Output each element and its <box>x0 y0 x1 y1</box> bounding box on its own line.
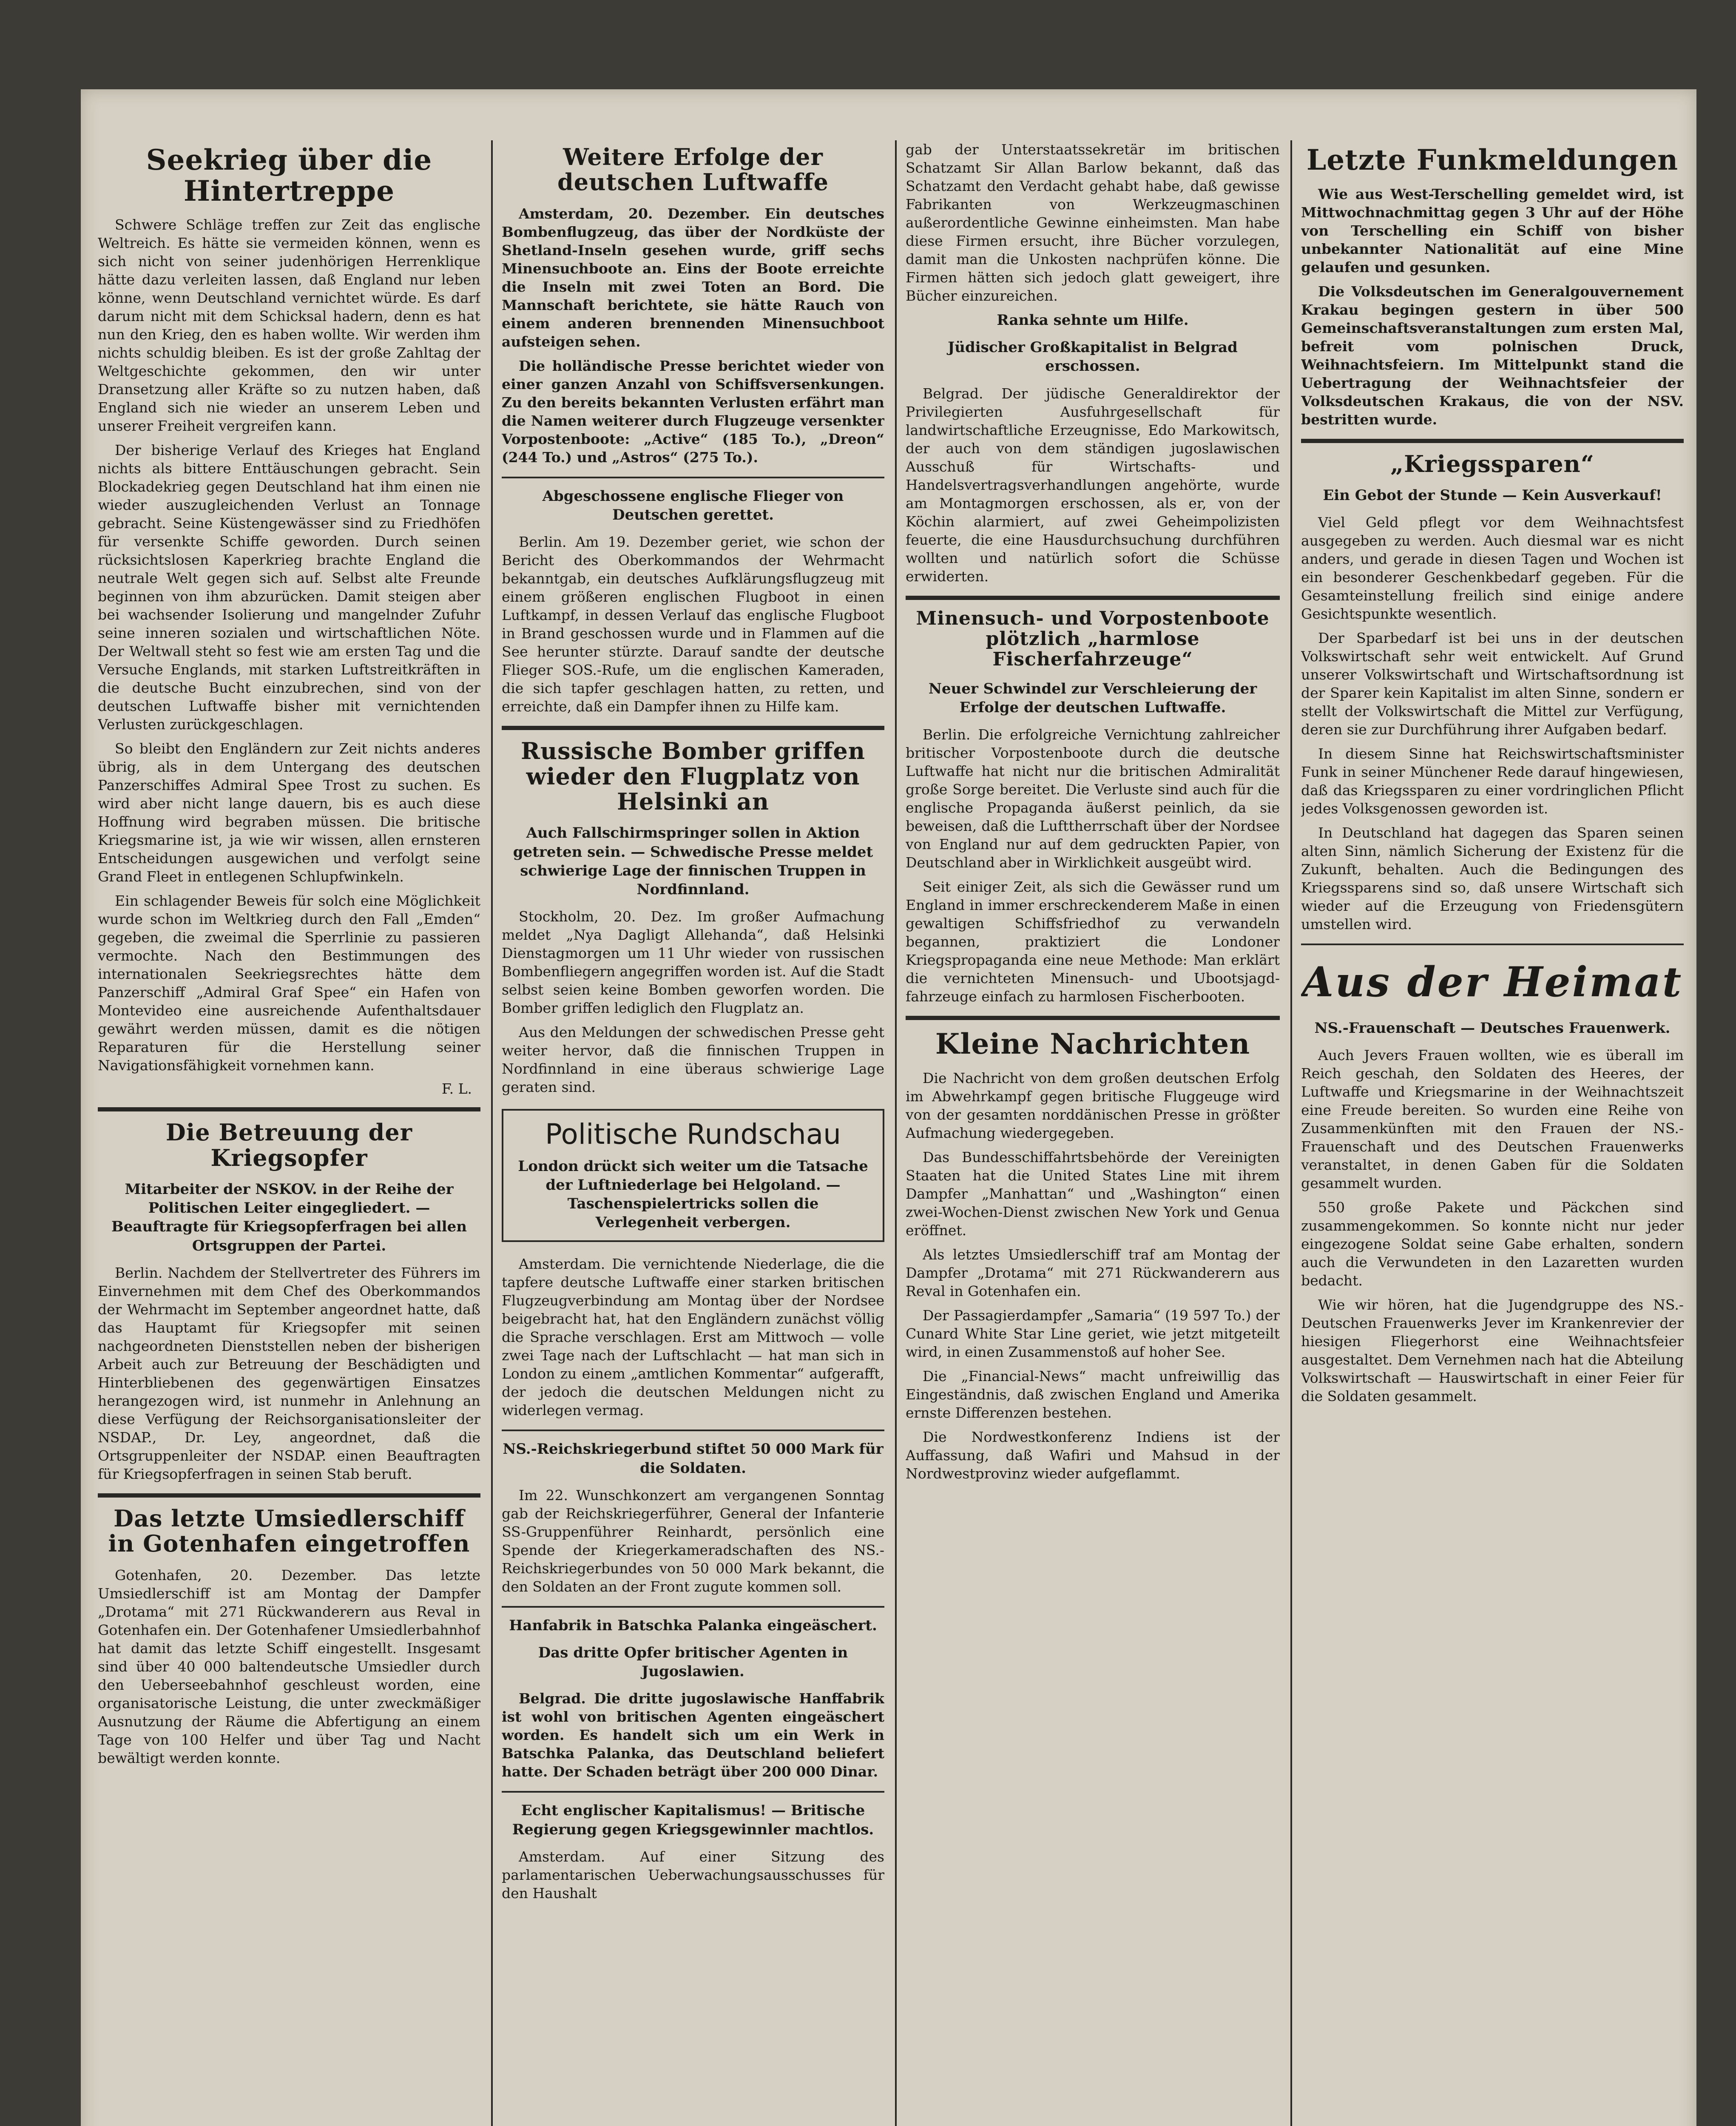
article-text: Amsterdam. Auf einer Sitzung des parlamentarischen Ueberwachungsausschusses für den Haushalt <box>502 1848 884 1901</box>
article-subheadline: NS.-Frauenschaft — Deutsches Frauenwerk. <box>1314 1020 1671 1037</box>
article-subheadline: Abgeschossene englische Flieger von Deutschen gerettet. <box>542 487 844 523</box>
article-text: Amsterdam. Die vernichtende Niederlage, die die tapfere deutsche Luftwaffe einer starken britischen Flugzeugverbindung am Montag über der Nordsee beigebracht hat, hat den Engländern zunächst völlig die Sprache verschlagen. Erst am Mittwoch — volle zwei Tage nach der Luftschlacht — hat man sich in London zu einem „amtlichen Kommentar“ aufgerafft, der jedoch die deutschen Meldungen nicht zu widerlegen vermag. <box>502 1256 884 1419</box>
article-headline: Seekrieg über die Hintertreppe <box>146 143 432 207</box>
column-rule <box>895 140 897 2126</box>
section-divider <box>98 1493 480 1498</box>
section-box <box>502 1109 884 1242</box>
article-subheadline: Hanfabrik in Batschka Palanka eingeäschert. <box>509 1617 877 1634</box>
article-text: Der bisherige Verlauf des Krieges hat England nichts als bittere Enttäuschungen gebracht. Sein Blockadekrieg gegen Deutschland hat ihm einen nie wieder auszugleichenden Verlust an Tonnage gebracht. Seine Küstengewässer sind zu Friedhöfen für versenkte Schiffe geworden. Durch seinen rücksichtslosen Kaperkrieg brachte England die neutrale Welt gegen sich auf. Selbst alte Freunde beginnen von ihm abzurücken. Damit steigen aber bei wachsender Isolierung und mangelnder Zufuhr seine inneren sozialen und wirtschaftlichen Nöte. Der Weltwall steht so fest wie am ersten Tag und die Versuche Englands, mit starken Luftstreitkräften in die deutsche Bucht einzubrechen, sind von der deutschen Luftwaffe bisher mit vernichtenden Verlusten zurückgeschlagen. <box>98 442 480 733</box>
article-text: Stockholm, 20. Dez. Im großer Aufmachung meldet „Nya Dagligt Allehanda“, daß Helsinki Dienstagmorgen um 11 Uhr wieder von russischen Bombenfliegern angegriffen worden ist. Auf die Stadt selbst seien keine Bomben geworfen worden. Die Bomber griffen lediglich den Flugplatz an. <box>502 908 884 1017</box>
article-text: Die Nachricht von dem großen deutschen Erfolg im Abwehrkampf gegen britische Fluggeuge wird von der gesamten norddänischen Presse in größter Aufmachung wiedergegeben. <box>906 1069 1280 1141</box>
article-headline: Die Betreuung der Kriegsopfer <box>165 1119 413 1171</box>
article-text: In Deutschland hat dagegen das Sparen seinen alten Sinn, nämlich Sicherung der Existenz für die Zukunft, behalten. Auch die Bedingungen des Kriegssparens sind so, daß unsere Wirtschaft sich wieder auf die Erzeugung von Friedensgütern umstellen wird. <box>1301 824 1684 933</box>
section-divider <box>502 1791 884 1793</box>
article-text: Auch Jevers Frauen wollten, wie es überall im Reich geschah, den Soldaten des Heeres, der Luftwaffe und Kriegsmarine in der Weihnachtszeit eine Freude bereiten. So wurden eine Reihe von Zusammenkünften mit den Frauen der NS.-Frauenschaft und des Deutschen Frauenwerks veranstaltet, in denen Gaben für die Soldaten gesammelt wurden. <box>1301 1047 1684 1192</box>
section-divider <box>502 477 884 478</box>
article-text: Berlin. Nachdem der Stellvertreter des Führers im Einvernehmen mit dem Chef des Oberkommandos der Wehrmacht im September angeordnet hatte, daß das Hauptamt für Kriegsopfer mit seinen nachgeordneten Dienststellen neben der bisherigen Arbeit auch zur Betreuung der Beschädigten und Hinterbliebenen des gegenwärtigen Einsatzes herangezogen wird, ist nunmehr in Anlehnung an diese Verfügung der Reichsorganisationsleiter der NSDAP., Dr. Ley, angeordnet, daß die Ortsgruppenleiter der NSDAP. einen Beauftragten für Kriegsopferfragen in seinen Stab beruft. <box>98 1264 480 1482</box>
article-text: Im 22. Wunschkonzert am vergangenen Sonntag gab der Reichskriegerführer, General der Infanterie SS-Gruppenführer Reinhardt, persönlich eine Spende der Kriegerkameradschaften des NS.-Reichskriegerbundes von 50 000 Mark bekannt, die den Soldaten an der Front zugute kommen soll. <box>502 1486 884 1595</box>
article-text: Der Sparbedarf ist bei uns in der deutschen Volkswirtschaft sehr weit entwickelt. Auf Grund unserer Volkswirtschaft und Wirtschaftsordnung ist der Sparer kein Kapitalist im alten Sinne, sondern er stellt der Volkswirtschaft die Mittel zur Verfügung, deren sie zur Durchführung ihrer Aufgaben bedarf. <box>1301 630 1684 738</box>
article-subheadline: Jüdischer Großkapitalist in Belgrad erschossen. <box>948 339 1238 375</box>
article-text: Berlin. Am 19. Dezember geriet, wie schon der Bericht des Oberkommandos der Wehrmacht bekanntgab, ein deutsches Aufklärungsflugzeug mit einem größeren englischen Flugboot in einen Luftkampf, in dessen Verlauf das englische Flugboot in Brand geschossen wurde und in Flammen auf die See herunter stürzte. Darauf sandte der deutsche Flieger SOS.-Rufe, um die englischen Kameraden, die sich tapfer geschlagen hatten, zu retten, und erreichte, daß ein Dampfer ihnen zu Hilfe kam. <box>502 534 884 715</box>
article-text: Berlin. Die erfolgreiche Vernichtung zahlreicher britischer Vorpostenboote durch die deutsche Luftwaffe hat nicht nur die britischen Admiralität große Sorge bereitet. Die Verluste sind auch für die englische Propaganda äußerst peinlich, da sie beweisen, daß die Lufttherrschaft über der Nordsee von England nur auf dem gedruckten Papier, von Deutschland aber in Wirklichkeit ausgeübt wird. <box>906 726 1280 871</box>
section-divider <box>98 1107 480 1111</box>
section-divider <box>502 726 884 730</box>
column-2 <box>502 140 884 2126</box>
column-1 <box>98 140 480 2126</box>
article-text: Schwere Schläge treffen zur Zeit das englische Weltreich. Es hätte sie vermeiden können, wenn es sich nicht von seiner judenhörigen Herrenklique hätte dazu verleiten lassen, daß England nur leben könne, wenn Deutschland vernichtet würde. Es darf darum nicht mit dem Schicksal hadern, denn es hat nun den Krieg, den es haben wollte. Wir werden ihm nichts schuldig bleiben. Es ist der große Zahltag der Weltgeschichte gekommen, den wir unter Dransetzung aller Kräfte so zu nutzen haben, daß England sich nie wieder an unserem Leben und unserer Freiheit vergreifen kann. <box>98 216 480 435</box>
section-title: Letzte Funkmeldungen <box>1306 143 1679 176</box>
article-subheadline: Ein Gebot der Stunde — Kein Ausverkauf! <box>1323 486 1662 504</box>
article-text: In diesem Sinne hat Reichswirtschaftsminister Funk in seiner Münchener Rede darauf hingewiesen, daß das Kriegssparen zu einer vordringlichen Pflicht jedes Volksgenossen geworden ist. <box>1301 745 1684 817</box>
section-divider <box>502 1606 884 1608</box>
article-text: Die holländische Presse berichtet wieder von einer ganzen Anzahl von Schiffsversenkungen. Zu den bereits bekannten Verlusten erfährt man die Namen weiterer durch Flugzeuge versenkter Vorpostenboote: „Active“ (185 To.), „Dreon“ (244 To.) und „Astros“ (275 To.). <box>502 357 884 466</box>
article-subheadline: Ranka sehnte um Hilfe. <box>997 312 1189 329</box>
section-divider <box>1301 944 1684 945</box>
article-text: Die Nordwestkonferenz Indiens ist der Auffassung, daß Wafiri und Mahsud in der Nordwestprovinz wieder aufgeflammt. <box>906 1428 1280 1482</box>
article-text: Wie aus West-Terschelling gemeldet wird, ist Mittwochnachmittag gegen 3 Uhr auf der Höhe von Terschelling ein Schiff von bisher unbekannter Nationalität auf eine Mine gelaufen und gesunken. <box>1301 185 1684 276</box>
article-text: Seit einiger Zeit, als sich die Gewässer rund um England in immer erschreckenderem Maße in einen gewaltigen Schiffsfriedhof zu verwandeln begannen, praktiziert die Londoner Kriegspropaganda eine neue Methode: Man erklärt die vernichteten Minensuch- und Ubootsjagdfahrzeuge einfach zu harmlosen Fischerbooten. <box>906 878 1280 1005</box>
section-title: Politische Rundschau <box>545 1118 841 1151</box>
article-headline: „Kriegssparen“ <box>1390 450 1594 477</box>
article-text: 550 große Pakete und Päckchen sind zusammengekommen. So konnte nicht nur jeder eingezogene Soldat seine Gabe erhalten, sondern auch die Verwundeten in den Lazaretten wurden bedacht. <box>1301 1199 1684 1289</box>
article-subheadline: Das dritte Opfer britischer Agenten in Jugoslawien. <box>538 1644 848 1680</box>
article-subheadline: NS.-Reichskriegerbund stiftet 50 000 Mark für die Soldaten. <box>503 1441 884 1477</box>
article-text: So bleibt den Engländern zur Zeit nichts anderes übrig, als in dem Untergang des deutschen Panzerschiffes Admiral Spee Trost zu suchen. Es wird aber nicht lange dauern, bis es auch diese Hoffnung wird begraben müssen. Die britische Kriegsmarine ist, ja wie wir wissen, allen ernsteren Entscheidungen ausgewichen und verfolgt seine Grand Fleet in entlegenen Schlupfwinkeln. <box>98 740 480 885</box>
article-text: Als letztes Umsiedlerschiff traf am Montag der Dampfer „Drotama“ mit 271 Rückwanderern aus Reval in Gotenhafen ein. <box>906 1246 1280 1299</box>
article-subheadline: Neuer Schwindel zur Verschleierung der Erfolge der deutschen Luftwaffe. <box>928 680 1257 716</box>
article-text: Belgrad. Die dritte jugoslawische Hanffabrik ist wohl von britischen Agenten eingeäschert worden. Es handelt sich um ein Werk in Batschka Palanka, das Deutschland beliefert hatte. Der Schaden beträgt über 200 000 Dinar. <box>502 1690 884 1780</box>
article-text: Aus den Meldungen der schwedischen Presse geht weiter hervor, daß die finnischen Truppen in Nordfinnland in eine überaus schwierige Lage geraten sind. <box>502 1024 884 1096</box>
article-text: Das Bundesschiffahrtsbehörde der Vereinigten Staaten hat die United States Line mit ihrem Dampfer „Manhattan“ und „Washington“ einen zwei-Wochen-Dienst zwischen New York und Genua eröffnet. <box>906 1148 1280 1239</box>
article-text: Wie wir hören, hat die Jugendgruppe des NS.-Deutschen Frauenwerks Jever im Krankenrevier der hiesigen Fliegerhorst eine Weihnachtsfeier ausgestaltet. Dem Vernehmen nach hat die Abteilung Volkswirtschaft — Hauswirtschaft in einer Feier für die Soldaten gesammelt. <box>1301 1296 1684 1405</box>
section-divider <box>1301 439 1684 443</box>
author-initials: F. L. <box>441 1080 472 1097</box>
section-title: Aus der Heimat <box>1301 958 1683 1006</box>
section-divider <box>906 596 1280 600</box>
article-text: Die „Financial-News“ macht unfreiwillig das Eingeständnis, daß zwischen England und Amerika ernste Differenzen bestehen. <box>906 1367 1280 1421</box>
article-subheadline: London drückt sich weiter um die Tatsache der Luftniederlage bei Helgoland. — Taschenspielertricks sollen die Verlegenheit verbergen. <box>518 1157 868 1231</box>
article-text: gab der Unterstaatssekretär im britischen Schatzamt Sir Allan Barlow bekannt, daß das Schatzamt den Verdacht gehabt habe, daß gewisse Fabrikanten von Werkzeugmaschinen außerordentliche Gewinne einheimsten. Man habe diese Firmen ersucht, ihre Bücher vorzulegen, damit man die Unkosten nachprüfen könne. Die Firmen hätten sich jedoch glatt geweigert, ihre Bücher einzureichen. <box>906 141 1280 304</box>
article-text: Die Volksdeutschen im Generalgouvernement Krakau begingen gestern in über 500 Gemeinschaftsveranstaltungen zum ersten Mal, befreit vom polnischen Druck, Weihnachtsfeiern. Im Mittelpunkt stand die Uebertragung der Weihnachtsfeier der Volksdeutschen Krakaus, die von der NSV. bestritten wurde. <box>1301 283 1684 428</box>
column-rule <box>491 140 493 2126</box>
section-divider <box>906 1016 1280 1020</box>
article-text: Ein schlagender Beweis für solch eine Möglichkeit wurde schon im Weltkrieg durch den Fall „Emden“ gegeben, die zweimal die Sperrlinie zu passieren vermochte. Nach den Bestimmungen des internationalen Seekriegsrechtes hätte dem Panzerschiff „Admiral Graf Spee“ ein Hafen von Montevideo eine ausreichende Aufenthaltsdauer gewährt werden müssen, damit es die nötigen Reparaturen für die Herstellung seiner Navigationsfähigkeit vornehmen kann. <box>98 892 480 1074</box>
article-subheadline: Auch Fallschirmspringer sollen in Aktion getreten sein. — Schwedische Presse meldet schwierige Lage der finnischen Truppen in Nordfinnland. <box>513 824 873 898</box>
article-headline: Das letzte Umsiedlerschiff in Gotenhafen eingetroffen <box>108 1504 470 1558</box>
section-divider <box>502 1430 884 1431</box>
article-subheadline: Mitarbeiter der NSKOV. in der Reihe der Politischen Leiter eingegliedert. — Beauftragte für Kriegsopferfragen bei allen Ortsgruppen der Partei. <box>111 1180 467 1254</box>
article-subheadline: Echt englischer Kapitalismus! — Britische Regierung gegen Kriegsgewinnler machtlos. <box>512 1802 874 1838</box>
article-text: Der Passagierdampfer „Samaria“ (19 597 To.) der Cunard White Star Line geriet, wie jetzt mitgeteilt wird, in einen Zusammenstoß auf hoher See. <box>906 1307 1280 1360</box>
article-text: Belgrad. Der jüdische Generaldirektor der Privilegierten Ausfuhrgesellschaft für landwirtschaftliche Erzeugnisse, Edo Markowitsch, der auch von dem ständigen jugoslawischen Ausschuß für Wirtschafts- und Handelsvertragsverhandlungen angehörte, wurde am Montagmorgen erschossen, als er, von der Köchin alarmiert, auf zwei Geheimpolizisten feuerte, die eine Hausdurchsuchung durchführen wollten und natürlich sofort die Schüsse erwiderten. <box>906 385 1280 585</box>
column-3 <box>906 140 1280 2126</box>
article-text: Gotenhafen, 20. Dezember. Das letzte Umsiedlerschiff ist am Montag der Dampfer „Drotama“ mit 271 Rückwanderern aus Reval in Gotenhafen ein. Der Gotenhafener Umsiedlerbahnhof hat damit das letzte Schiff eingestellt. Insgesamt sind über 40 000 baltendeutsche Umsiedler durch den Ueberseebahnhof geschleust worden, eine organisatorische Leistung, die unter zweckmäßiger Ausnutzung der Räume die Abfertigung an einem Tage von 100 Helfer und über Tag und Nacht bewältigt werden konnte. <box>98 1566 480 1766</box>
article-text: Amsterdam, 20. Dezember. Ein deutsches Bombenflugzeug, das über der Nordküste der Shetland-Inseln gesehen wurde, griff sechs Minensuchboote an. Eins der Boote erreichte die Inseln mit zwei Toten an Bord. Die Mannschaft berichtete, sie hätte Rauch von einem anderen brennenden Minensuchboot aufsteigen sehen. <box>502 205 884 350</box>
newspaper-page <box>81 89 1696 2126</box>
section-title: Kleine Nachrichten <box>935 1027 1250 1061</box>
article-headline: Russische Bomber griffen wieder den Flugplatz von Helsinki an <box>520 737 866 815</box>
article-headline: Minensuch- und Vorpostenboote plötzlich „harmlose Fischerfahrzeuge“ <box>916 607 1270 671</box>
article-text: Viel Geld pflegt vor dem Weihnachtsfest ausgegeben zu werden. Auch diesmal war es nicht anders, und gerade in diesen Tagen und Wochen ist ein besonderer Geschenkbedarf gegeben. Für die Gesamteinstellung freilich sind einige andere Gesichtspunkte wesentlich. <box>1301 514 1684 622</box>
column-rule <box>1290 140 1292 2126</box>
article-headline: Weitere Erfolge der deutschen Luftwaffe <box>557 143 829 196</box>
column-4 <box>1301 140 1684 2126</box>
